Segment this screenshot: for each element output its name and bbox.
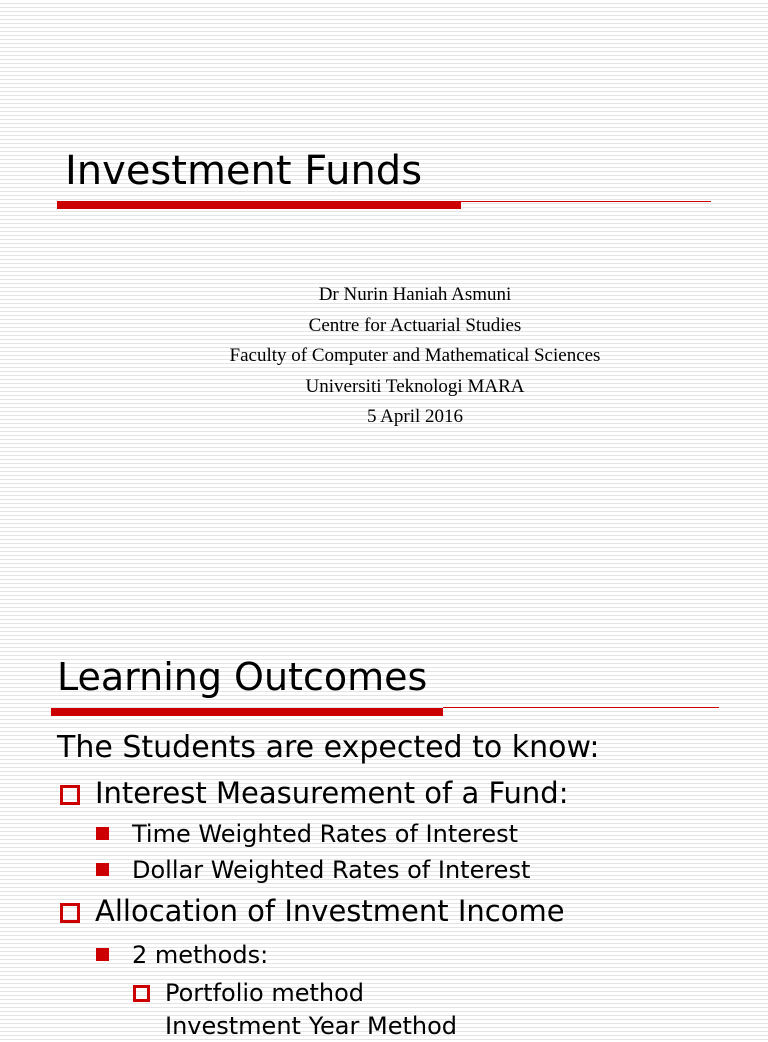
author-university: Universiti Teknologi MARA (305, 375, 525, 397)
list-item (133, 977, 364, 1009)
presentation-date: 5 April 2016 (366, 406, 464, 427)
list-item-text: Dollar Weighted Rates of Interest (132, 856, 531, 884)
filled-square-bullet-icon (96, 827, 109, 840)
list-item-text: 2 methods: (132, 941, 269, 969)
hollow-square-bullet-icon (133, 985, 150, 1002)
learning-outcomes-underline-thin (443, 707, 719, 708)
list-item-text: Interest Measurement of a Fund: (95, 776, 569, 810)
hollow-square-bullet-icon (60, 785, 80, 805)
learning-outcomes-underline (51, 706, 719, 716)
list-item (96, 816, 518, 852)
hollow-square-bullet-icon (60, 903, 80, 923)
learning-outcomes-heading: Learning Outcomes (57, 655, 428, 699)
author-name: Dr Nurin Haniah Asmuni (318, 284, 512, 305)
list-item (60, 773, 568, 813)
author-faculty: Faculty of Computer and Mathematical Sciences (229, 345, 601, 366)
filled-square-bullet-icon (96, 948, 109, 961)
author-centre: Centre for Actuarial Studies (308, 314, 522, 336)
list-item (60, 891, 565, 931)
list-item (96, 852, 530, 888)
list-item-text: Investment Year Method (165, 1012, 458, 1040)
slide-title-heading: Investment Funds (65, 148, 423, 194)
list-item-text: Time Weighted Rates of Interest (132, 820, 519, 848)
filled-square-bullet-icon (133, 1019, 144, 1030)
list-item-text: Allocation of Investment Income (95, 894, 565, 928)
filled-square-bullet-icon (96, 863, 109, 876)
learning-outcomes-underline-thick (51, 708, 443, 716)
intro-text: The Students are expected to know: (57, 730, 600, 765)
list-item (96, 937, 268, 973)
list-item-text: Portfolio method (165, 979, 365, 1007)
list-item (133, 1010, 457, 1042)
